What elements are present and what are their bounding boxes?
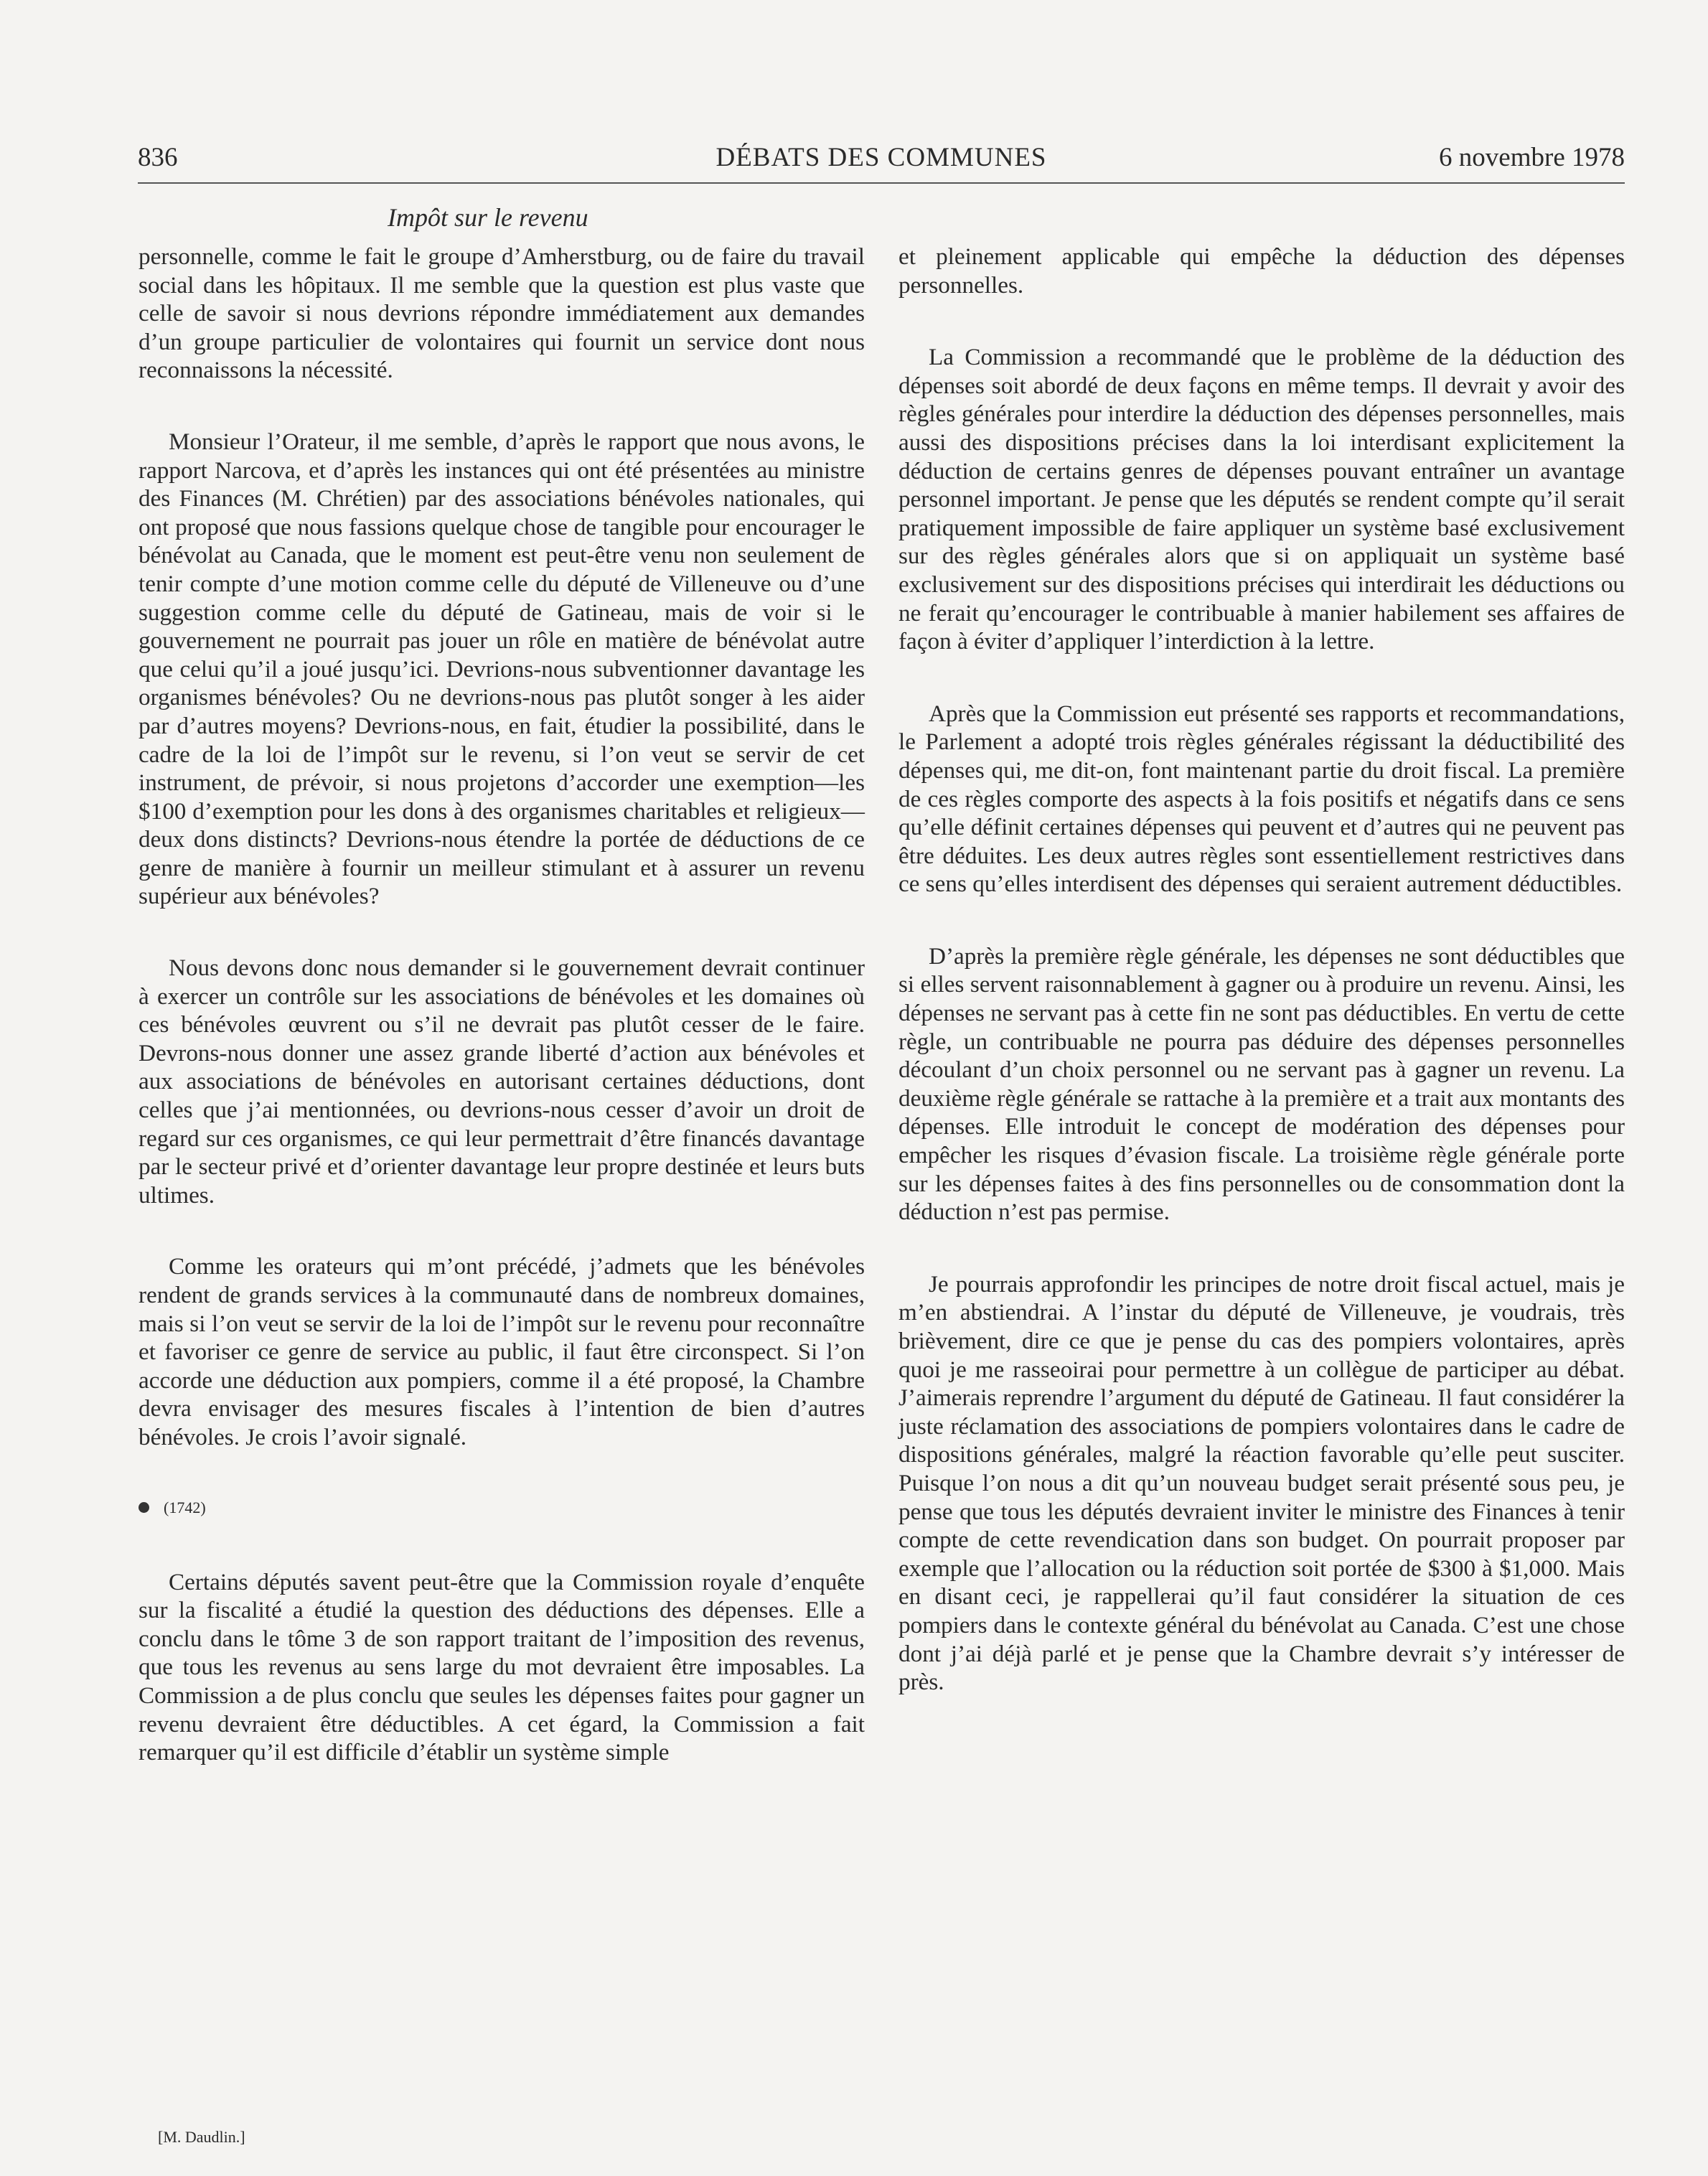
paragraph: D’après la première règle générale, les dépenses ne sont déductibles que si elles servent raisonnablement à gagner ou à produire un revenu. Ainsi, les dépenses ne servant pas à cette fin ne sont pas déductibles. En vertu de cette règle, un contribuable ne pourra pas déduire des dépenses personnelles découlant d’un choix personnel ou ne servant pas à gagner un revenu. La deuxième règle générale se rattache à la première et a trait aux montants des dépenses. Elle introduit le concept de modération des dépenses pour empêcher les risques d’évasion fiscale. La troisième règle générale porte sur les dépenses faites à des fins personnelles ou de consommation dont la déduction n’est pas permise.	[898, 942, 1625, 1226]
paragraph: Je pourrais approfondir les principes de notre droit fiscal actuel, mais je m’en abstiendrai. A l’instar du député de Villeneuve, je voudrais, très brièvement, dire ce que je pense du cas des pompiers volontaires, après quoi je me rasseoirai pour permettre à un collègue de participer au débat. J’aimerais reprendre l’argument du député de Gatineau. Il faut considérer la juste réclamation des associations de pompiers volontaires dans le cadre de dispositions générales, malgré la réaction favorable qu’elle peut susciter. Puisque l’on nous a dit qu’un nouveau budget serait présenté sous peu, je pense que tous les députés devraient inviter le ministre des Finances à tenir compte de cette revendication dans son budget. On pourrait proposer par exemple que l’allocation ou la réduction soit portée de $300 à $1,000. Mais en disant ceci, je rappellerai qu’il faut considérer la situation de ces pompiers dans le contexte général du bénévolat au Canada. C’est une chose dont j’ai déjà parlé et je pense que la Chambre devrait s’y intéresser de près.	[898, 1270, 1625, 1696]
bullet-icon	[139, 1502, 149, 1513]
paragraph: Nous devons donc nous demander si le gouvernement devrait continuer à exercer un contrôle sur les associations de bénévoles et les domaines où ces bénévoles œuvrent ou s’il ne devrait pas plutôt cesser de le faire. Devrons-nous donner une assez grande liberté d’action aux bénévoles et aux associations de bénévoles en autorisant certaines déductions, dont celles que j’ai mentionnées, ou devrions-nous cesser d’avoir un droit de regard sur ces organismes, ce qui leur permettrait d’être financés davantage par le secteur privé et d’orienter davantage leur propre destinée et leurs buts ultimes.	[139, 955, 865, 1209]
page-header	[138, 142, 1625, 184]
paragraph: Certains députés savent peut-être que la Commission royale d’enquête sur la fiscalité a étudié la question des déductions des dépenses. Elle a conclu dans le tôme 3 de son rapport traitant de l’imposition des revenus, que tous les revenus au sens large du mot devraient être imposables. La Commission a de plus conclu que seules les dépenses faites pour gagner un revenu devraient être déductibles. A cet égard, la Commission a fait remarquer qu’il est difficile d’établir un système simple	[139, 1568, 865, 1766]
paragraph: personnelle, comme le fait le groupe d’Amherstburg, ou de faire du travail social dans les hôpitaux. Il me semble que la question est plus vaste que celle de savoir si nous devrions répondre immédiatement aux demandes d’un groupe particulier de volontaires qui fournit un service dont nous reconnaissons la nécessité.	[139, 243, 865, 384]
left-column	[139, 243, 865, 1767]
right-column	[898, 243, 1625, 1697]
paragraph: Après que la Commission eut présenté ses rapports et recommandations, le Parlement a adopté trois règles générales régissant la déductibilité des dépenses qui, me dit-on, font maintenant partie du droit fiscal. La première de ces règles comporte des aspects à la fois positifs et négatifs dans ce sens qu’elle définit certaines dépenses qui peuvent et d’autres qui ne peuvent pas être déduites. Les deux autres règles sont essentiellement restrictives dans ce sens qu’elles interdisent des dépenses qui seraient autrement déductibles.	[898, 700, 1625, 898]
time-marker-label: (1742)	[164, 1498, 206, 1516]
paragraph: La Commission a recommandé que le problème de la déduction des dépenses soit abordé de deux façons en même temps. Il devrait y avoir des règles générales pour interdire la déduction des dépenses personnelles, mais aussi des dispositions précises dans la loi interdisant explicitement la déduction de certains genres de dépenses pouvant entraîner un avantage personnel important. Je pense que les députés se rendent compte qu’il serait pratiquement impossible de faire appliquer un système basé exclusivement sur des règles générales alors que si on appliquait un système basé exclusivement sur des dispositions précises qui interdirait les déductions ou ne ferait qu’encourager le contribuable à manier habilement ses affaires de façon à éviter d’appliquer l’interdiction à la lettre.	[898, 344, 1625, 655]
speaker-attribution: [M. Daudlin.]	[158, 2128, 245, 2146]
paragraph: Monsieur l’Orateur, il me semble, d’après le rapport que nous avons, le rapport Narcova, et d’après les instances qui ont été présentées au ministre des Finances (M. Chrétien) par des associations bénévoles nationales, qui ont proposé que nous fassions quelque chose de tangible pour encourager le bénévolat au Canada, que le moment est peut-être venu non seulement de tenir compte d’une motion comme celle du député de Villeneuve ou d’une suggestion comme celle du député de Gatineau, mais de voir si le gouvernement ne pourrait pas jouer un rôle en matière de bénévolat autre que celui qu’il a joué jusqu’ici. Devrions-nous subventionner davantage les organismes bénévoles? Ou ne devrions-nous pas plutôt songer à les aider par d’autres moyens? Devrions-nous, en fait, étudier la possibilité, dans le cadre de la loi de l’impôt sur le revenu, si l’on veut se servir de cet instrument, de prévoir, si nous projetons d’accorder une exemption—les $100 d’exemption pour les dons à des organismes charitables et religieux—deux dons distincts? Devrions-nous étendre la portée de déductions de ce genre de manière à fournir un meilleur stimulant et à assurer un revenu supérieur aux bénévoles?	[139, 428, 865, 910]
subject-heading: Impôt sur le revenu	[388, 203, 588, 232]
time-marker	[139, 1498, 865, 1518]
publication-date: 6 novembre 1978	[1439, 143, 1625, 172]
paragraph: et pleinement applicable qui empêche la déduction des dépenses personnelles.	[898, 243, 1625, 299]
page-number: 836	[138, 143, 178, 172]
paragraph: Comme les orateurs qui m’ont précédé, j’admets que les bénévoles rendent de grands services à la communauté dans de nombreux domaines, mais si l’on veut se servir de la loi de l’impôt sur le revenu pour reconnaître et favoriser ce genre de service au public, il faut être circonspect. Si l’on accorde une déduction aux pompiers, comme il a été proposé, la Chambre devra envisager des mesures fiscales à l’intention de bien d’autres bénévoles. Je crois l’avoir signalé.	[139, 1253, 865, 1450]
publication-title: DÉBATS DES COMMUNES	[715, 143, 1047, 172]
